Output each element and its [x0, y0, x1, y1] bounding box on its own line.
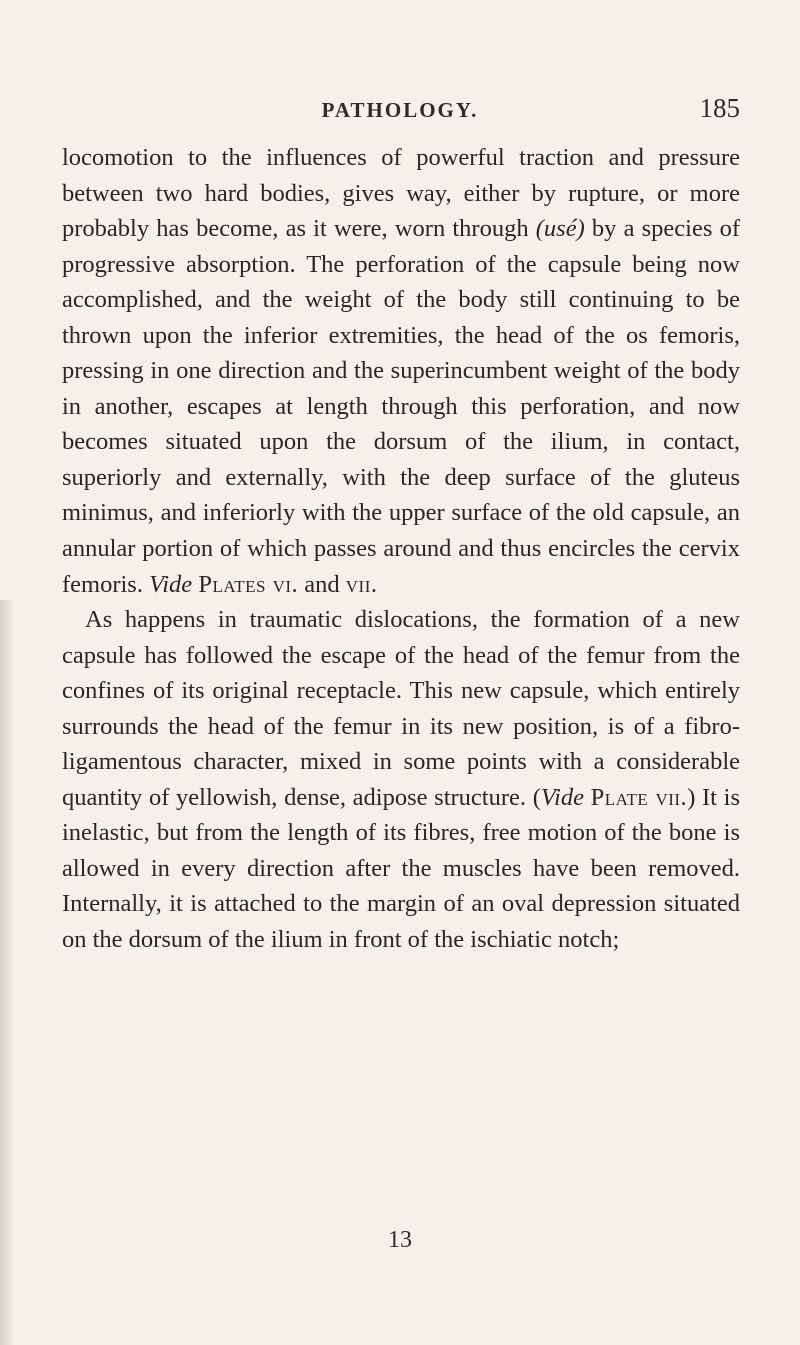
paragraph-2 [62, 602, 740, 957]
text-segment: and [298, 570, 346, 598]
text-segment [584, 784, 591, 811]
page-number: 185 [699, 93, 740, 123]
plate-reference: vii. [345, 570, 378, 598]
vide-reference: Vide [149, 570, 193, 598]
text-segment: ) It is inelastic, but from the length of its fibres, free motion of the bone is allowed in every direction after the muscles have been removed. Internally, it is attached to the margin of an oval depression situated on the dorsum of the ilium in front of the ischiatic notch; [62, 783, 740, 954]
vide-reference: Vide [540, 783, 584, 811]
text-segment: by a species of progressive absorption. The perforation of the capsule being now accomplished, and the weight of the body still continuing to be thrown upon the inferior extremities, the head of the os femoris, pressing in one direction and the superincumbent weight of the body in another, escapes at length through this perforation, and now becomes situated upon the dorsum of the ilium, in contact, superiorly and externally, with the deep surface of the gluteus minimus, and inferiorly with the upper surface of the old capsule, an annular portion of which passes around and thus encircles the cervix femoris. [62, 215, 740, 598]
text-segment: locomotion to the influences of powerful traction and pressure between two hard bodies, gives way, either by rupture, or more probably has become, as it were, worn through [62, 144, 740, 243]
body-text [62, 140, 740, 958]
paragraph-1 [62, 140, 740, 602]
signature-mark: 13 [388, 1227, 412, 1253]
plate-reference: Plates vi. [198, 570, 299, 598]
plate-reference: Plate vii. [590, 783, 688, 811]
running-header-title: PATHOLOGY. [321, 98, 479, 122]
italic-term: (usé) [535, 215, 585, 243]
page-edge-shadow [0, 600, 14, 1345]
text-segment: As happens in traumatic dislocations, the formation of a new capsule has followed the escape of the head of the femur from the confines of its original receptacle. This new capsule, which entirely surrounds the head of the femur in its new position, is of a fibro-ligamentous character, mixed in some points with a considerable quantity of yellowish, dense, adipose structure. ( [62, 606, 740, 811]
